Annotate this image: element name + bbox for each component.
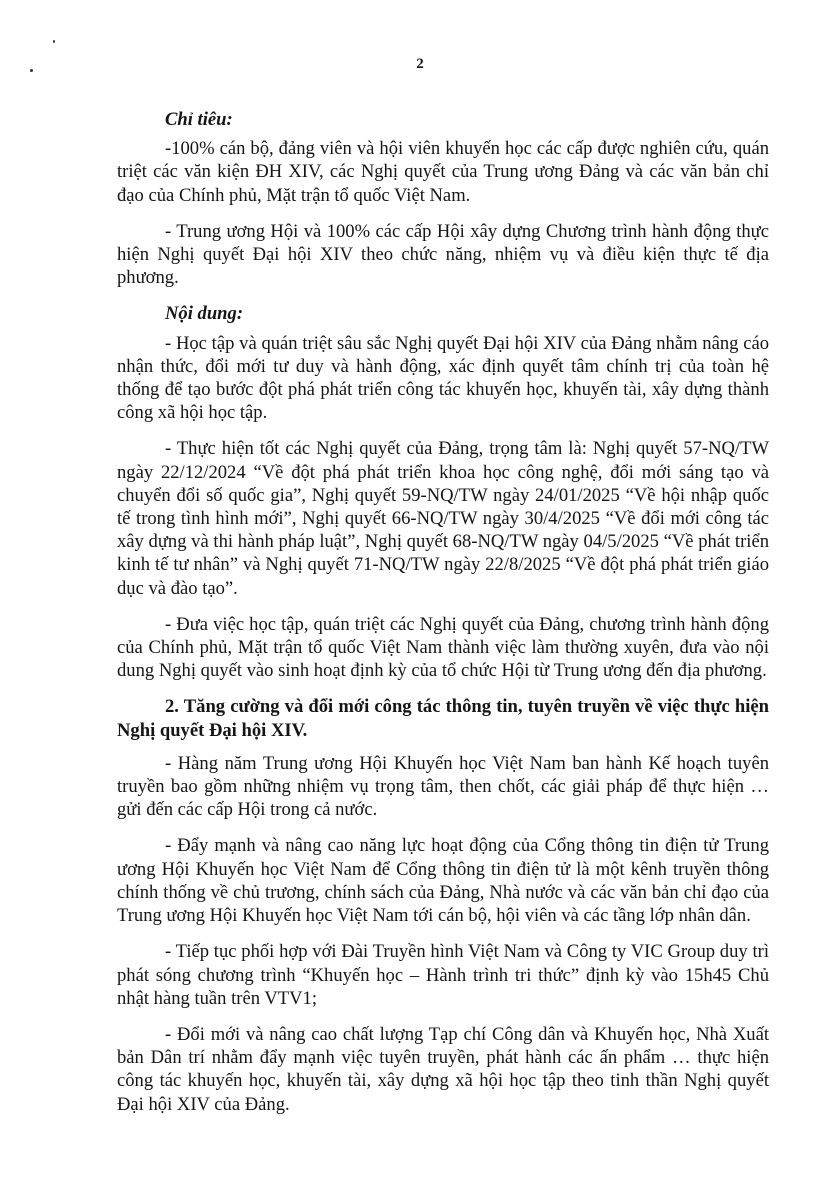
section-2-paragraph-1: - Hàng năm Trung ương Hội Khuyến học Việt Nam ban hành Kế hoạch tuyên truyền bao gồm những nhiệm vụ trọng tâm, then chốt, các giải pháp để thực hiện … gửi đến các cấp Hội trong cả nước. — [117, 752, 769, 821]
document-body — [117, 108, 769, 1129]
section-2-paragraph-2: - Đẩy mạnh và nâng cao năng lực hoạt động của Cổng thông tin điện tử Trung ương Hội Khuyến học Việt Nam để Cổng thông tin điện tử là một kênh truyền thông chính thống về chủ trương, chính sách của Đảng, Nhà nước và các văn bản chỉ đạo của Trung ương Hội Khuyến học Việt Nam tới cán bộ, hội viên và các tầng lớp nhân dân. — [117, 835, 769, 927]
section-2-paragraph-3: - Tiếp tục phối hợp với Đài Truyền hình Việt Nam và Công ty VIC Group duy trì phát sóng chương trình “Khuyến học – Hành trình tri thức” định kỳ vào 15h45 Chủ nhật hàng tuần trên VTV1; — [117, 941, 769, 1009]
chi-tieu-paragraph-1: -100% cán bộ, đảng viên và hội viên khuyến học các cấp được nghiên cứu, quán triệt các văn kiện ĐH XIV, các Nghị quyết của Trung ương Đảng và các văn bản chỉ đạo của Chính phủ, Mặt trận tổ quốc Việt Nam. — [117, 138, 769, 206]
scan-speck — [53, 40, 55, 43]
section-2-heading: 2. Tăng cường và đổi mới công tác thông tin, tuyên truyền về việc thực hiện Nghị quyết Đại hội XIV. — [117, 696, 769, 741]
noi-dung-paragraph-2: - Thực hiện tốt các Nghị quyết của Đảng, trọng tâm là: Nghị quyết 57-NQ/TW ngày 22/12/2024 “Về đột phá phát triển khoa học công nghệ, đổi mới sáng tạo và chuyển đổi số quốc gia”, Nghị quyết 59-NQ/TW ngày 24/01/2025 “Về hội nhập quốc tế trong tình hình mới”, Nghị quyết 66-NQ/TW ngày 30/4/2025 “Về đổi mới công tác xây dựng và thi hành pháp luật”, Nghị quyết 68-NQ/TW ngày 04/5/2025 “Về phát triển kinh tế tư nhân” và Nghị quyết 71-NQ/TW ngày 22/8/2025 “Về đột phá phát triển giáo dục và đào tạo”. — [117, 438, 769, 599]
chi-tieu-paragraph-2: - Trung ương Hội và 100% các cấp Hội xây dựng Chương trình hành động thực hiện Nghị quyết Đại hội XIV theo chức năng, nhiệm vụ và điều kiện thực tế địa phương. — [117, 220, 769, 289]
section-2-paragraph-4: - Đổi mới và nâng cao chất lượng Tạp chí Công dân và Khuyến học, Nhà Xuất bản Dân trí nhằm đẩy mạnh việc tuyên truyền, phát hành các ấn phẩm … thực hiện công tác khuyến học, khuyến tài, xây dựng xã hội học tập theo tinh thần Nghị quyết Đại hội XIV của Đảng. — [117, 1023, 769, 1115]
noi-dung-paragraph-3: - Đưa việc học tập, quán triệt các Nghị quyết của Đảng, chương trình hành động của Chính phủ, Mặt trận tổ quốc Việt Nam thành việc làm thường xuyên, đưa vào nội dung Nghị quyết vào sinh hoạt định kỳ của tổ chức Hội từ Trung ương đến địa phương. — [117, 613, 769, 682]
noi-dung-heading: Nội dung: — [165, 303, 244, 325]
chi-tieu-heading: Chỉ tiêu: — [165, 109, 233, 130]
noi-dung-paragraph-1: - Học tập và quán triệt sâu sắc Nghị quyết Đại hội XIV của Đảng nhằm nâng cáo nhận thức, đổi mới tư duy và hành động, xác định quyết tâm chính trị của toàn hệ thống để tạo bước đột phá phát triển công tác khuyến học, khuyến tài, xây dựng thành công xã hội học tập. — [117, 332, 769, 424]
page-number: 2 — [416, 56, 424, 72]
